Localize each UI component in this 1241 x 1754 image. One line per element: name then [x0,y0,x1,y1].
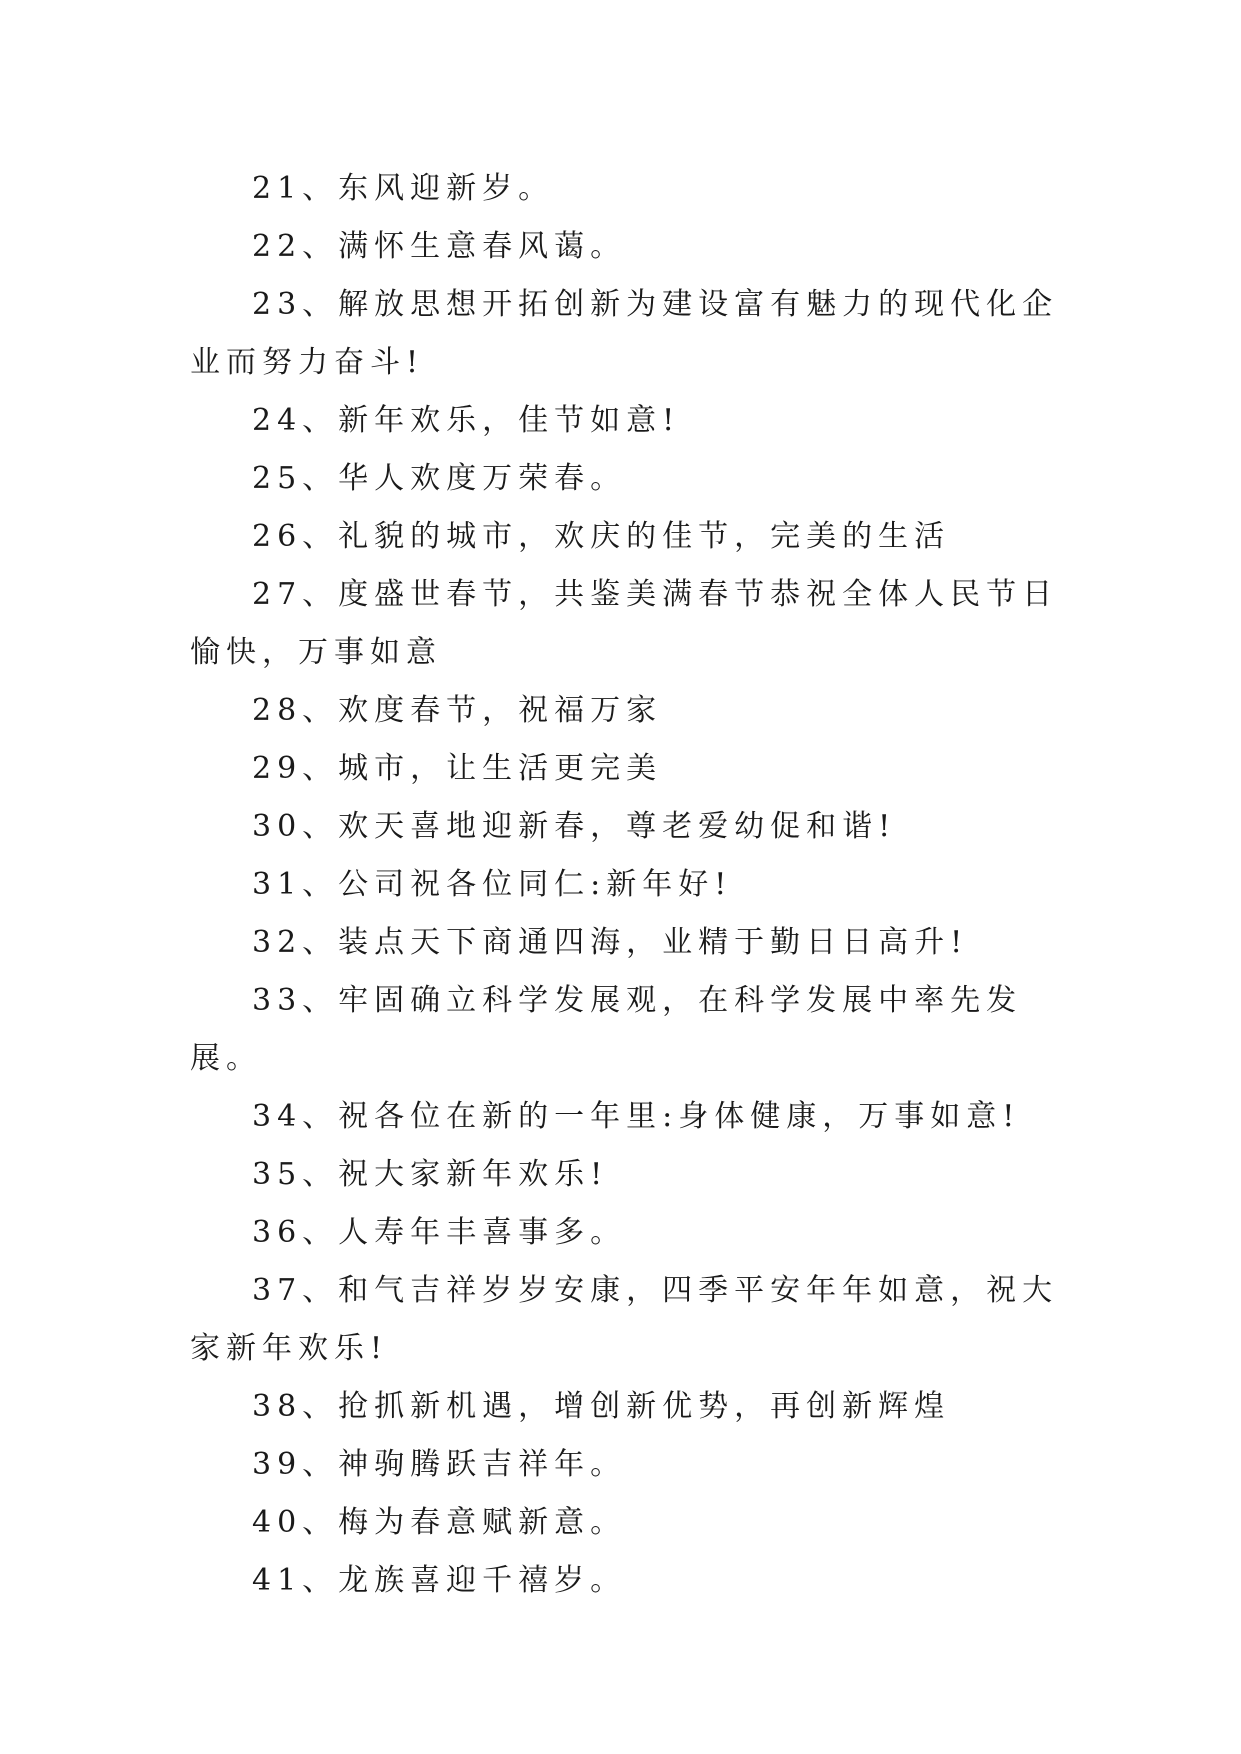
list-item: 23、解放思想开拓创新为建设富有魅力的现代化企业而努力奋斗! [190,287,1059,380]
list-item: 22、满怀生意春风蔼。 [252,229,627,264]
list-item: 31、公司祝各位同仁:新年好! [252,867,733,902]
list-item: 38、抢抓新机遇，增创新优势，再创新辉煌 [252,1389,951,1424]
list-item: 28、欢度春节，祝福万家 [252,693,663,728]
list-item: 37、和气吉祥岁岁安康，四季平安年年如意，祝大家新年欢乐! [190,1273,1059,1366]
list-item: 40、梅为春意赋新意。 [252,1505,627,1540]
list-item: 29、城市，让生活更完美 [252,751,663,786]
list-item: 41、龙族喜迎千禧岁。 [252,1563,627,1598]
list-item: 30、欢天喜地迎新春，尊老爱幼促和谐! [252,809,897,844]
list-item: 26、礼貌的城市，欢庆的佳节，完美的生活 [252,519,951,554]
list-item: 21、东风迎新岁。 [252,171,555,206]
list-item: 36、人寿年丰喜事多。 [252,1215,627,1250]
list-item: 25、华人欢度万荣春。 [252,461,627,496]
list-item: 34、祝各位在新的一年里:身体健康，万事如意! [252,1099,1021,1134]
list-item: 32、装点天下商通四海，业精于勤日日高升! [252,925,969,960]
list-item: 35、祝大家新年欢乐! [252,1157,609,1192]
list-item: 33、牢固确立科学发展观，在科学发展中率先发展。 [190,983,1023,1076]
list-item: 24、新年欢乐，佳节如意! [252,403,681,438]
document-body [190,160,1060,1610]
list-item: 27、度盛世春节，共鉴美满春节恭祝全体人民节日愉快，万事如意 [190,577,1059,670]
list-item: 39、神驹腾跃吉祥年。 [252,1447,627,1482]
